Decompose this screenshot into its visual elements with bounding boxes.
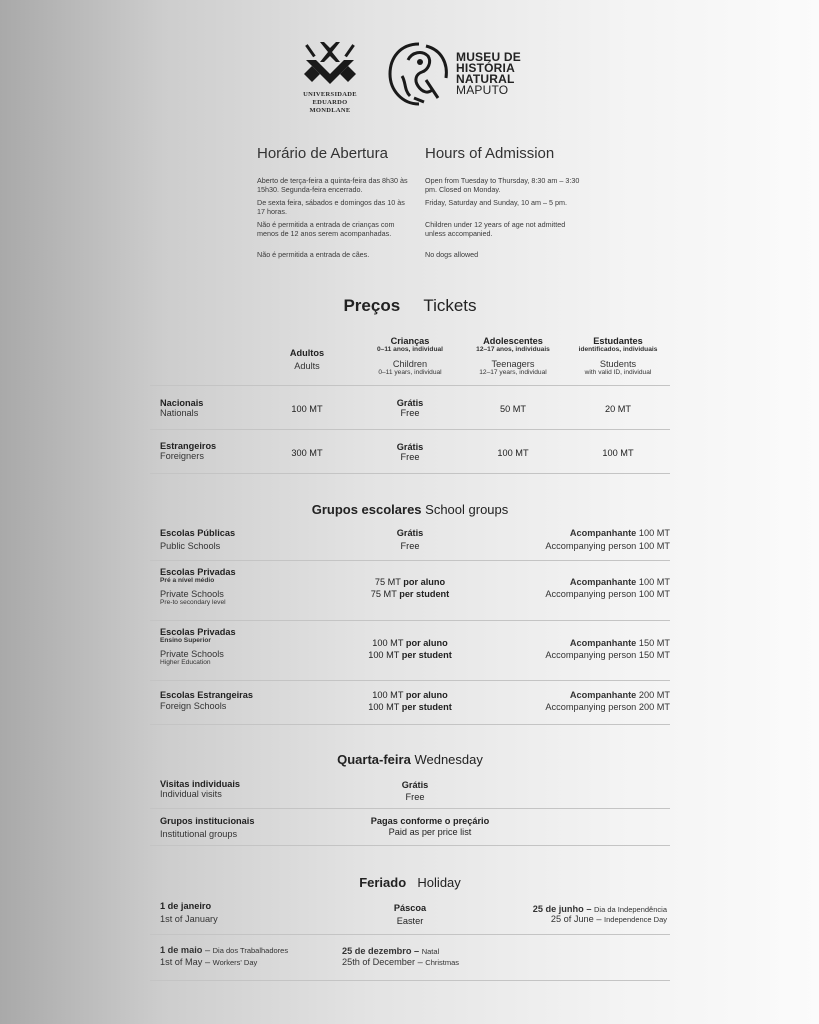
- price-children-pt: Grátis: [396, 398, 424, 408]
- school-price-value-en: 75 MT: [370, 589, 397, 599]
- col-teens-en: Teenagers: [491, 359, 535, 369]
- school-price-value-pt: 100 MT: [372, 690, 404, 700]
- school-price-unit-pt: por aluno: [405, 638, 448, 648]
- holiday-pt: 1 de janeiro: [160, 901, 212, 911]
- acc-en: Accompanying person 100 MT: [545, 541, 670, 551]
- acc-en: Accompanying person 200 MT: [545, 702, 670, 712]
- school-label-pt: Escolas Privadas: [160, 567, 236, 577]
- uem-logo: [302, 40, 358, 114]
- hours-pt-1: Aberto de terça-feira a quinta-feira das 8h30 às 15h30. Segunda-feira encerrado.: [257, 176, 408, 194]
- acc-en: Accompanying person 100 MT: [545, 589, 670, 599]
- row-label-pt: Nacionais: [160, 398, 204, 408]
- wed-label-pt: Grupos institucionais: [160, 816, 255, 826]
- wed-value-en: Paid as per price list: [388, 827, 472, 837]
- price-children-pt: Grátis: [396, 442, 424, 452]
- col-teens-en-sub: 12–17 years, individual: [479, 369, 547, 376]
- holiday-new-year: [160, 901, 218, 924]
- acc-value-pt: 150 MT: [638, 638, 670, 648]
- wed-label-en: Individual visits: [160, 789, 222, 799]
- museum-emblem-icon: [386, 40, 452, 108]
- acc-label-pt: Acompanhante: [569, 690, 637, 700]
- wed-value-pt: Grátis: [401, 780, 429, 790]
- holiday-pt-sub: Natal: [421, 947, 440, 956]
- col-students-en: Students: [599, 359, 637, 369]
- school-groups-title: [150, 502, 670, 517]
- school-price-unit-en: per student: [399, 589, 450, 599]
- acc-value-pt: 100 MT: [638, 528, 670, 538]
- holiday-pt-sub: Dia dos Trabalhadores: [212, 946, 289, 955]
- acc-label-pt: Acompanhante: [569, 577, 637, 587]
- school-price-value-en: 100 MT: [368, 650, 400, 660]
- row-label-en: Nationals: [160, 408, 199, 418]
- wed-value-pt: Pagas conforme o preçário: [370, 816, 490, 826]
- uem-line3: MONDLANE: [309, 107, 351, 114]
- holiday-title-pt: Feriado: [359, 875, 407, 890]
- holiday-christmas: [342, 946, 459, 967]
- col-children-en-sub: 0–11 years, individual: [378, 369, 442, 376]
- dash: –: [204, 945, 211, 955]
- school-price-unit-pt: por aluno: [405, 690, 448, 700]
- school-label-en: Public Schools: [160, 541, 221, 551]
- holiday-en-sub: Christmas: [425, 958, 460, 967]
- dash: –: [414, 946, 420, 956]
- museum-line2: HISTÓRIA: [456, 61, 515, 75]
- col-teens-pt-sub: 12–17 anos, individuais: [476, 346, 550, 353]
- price-children-en: Free: [400, 452, 420, 462]
- col-adults-en: Adults: [294, 361, 320, 371]
- holiday-pt: 25 de junho: [532, 904, 584, 914]
- school-sub-pt: Pré a nível médio: [160, 577, 215, 584]
- table-row: [150, 430, 670, 473]
- holiday-en: 25th of December: [342, 957, 416, 967]
- holiday-title: [150, 875, 670, 890]
- holiday-en: Easter: [396, 916, 424, 926]
- school-price-unit-pt: por aluno: [403, 577, 446, 587]
- holiday-en-sub: Workers' Day: [212, 958, 258, 967]
- divider: [150, 473, 670, 474]
- price-students: 100 MT: [602, 448, 634, 458]
- dash: –: [417, 957, 423, 967]
- row-label-en: Foreigners: [160, 451, 204, 461]
- school-price-unit-en: per student: [401, 702, 452, 712]
- table-row: [150, 809, 670, 845]
- divider: [150, 934, 670, 935]
- school-price-value-pt: 100 MT: [372, 638, 404, 648]
- price-children-en: Free: [400, 408, 420, 418]
- holiday-workers-day: [160, 945, 288, 967]
- school-label-pt: Escolas Estrangeiras: [160, 690, 253, 700]
- holiday-easter: [355, 903, 465, 926]
- holiday-en: 1st of January: [160, 914, 218, 924]
- table-row: [150, 524, 670, 560]
- uem-line2: EDUARDO: [312, 99, 348, 106]
- col-teens-pt: Adolescentes: [483, 336, 543, 346]
- school-groups-title-pt: Grupos escolares: [311, 502, 422, 517]
- holiday-en: 25 of June: [550, 914, 594, 924]
- divider: [150, 845, 670, 846]
- table-row: [150, 386, 670, 429]
- wednesday-title-pt: Quarta-feira: [337, 752, 411, 767]
- col-header-adults: [262, 348, 352, 371]
- acc-label-pt: Acompanhante: [569, 528, 637, 538]
- museum-line4: MAPUTO: [456, 83, 509, 97]
- col-header-students: [562, 336, 674, 376]
- hours-en-1: Open from Tuesday to Thursday, 8:30 am – 3:30 pm. Closed on Monday.: [425, 176, 580, 194]
- col-children-en: Children: [392, 359, 428, 369]
- school-sub-en: Higher Education: [160, 659, 211, 666]
- school-price-pt: Grátis: [396, 528, 424, 538]
- holiday-pt: 1 de maio: [160, 945, 203, 955]
- dash: –: [596, 914, 602, 924]
- acc-value-pt: 200 MT: [638, 690, 670, 700]
- wed-label-pt: Visitas individuais: [160, 779, 240, 789]
- museum-line1: MUSEU DE: [456, 50, 521, 64]
- hours-en-3: Children under 12 years of age not admitted unless accompanied.: [425, 220, 566, 238]
- museum-logo: [386, 40, 526, 110]
- acc-label-pt: Acompanhante: [569, 638, 637, 648]
- school-sub-en: Pre-to secondary level: [160, 599, 226, 606]
- uem-crest-icon: [302, 40, 358, 86]
- hours-pt-4: Não é permitida a entrada de cães.: [257, 250, 370, 259]
- divider: [150, 980, 670, 981]
- divider: [150, 724, 670, 725]
- table-row: [150, 681, 670, 724]
- col-students-en-sub: with valid ID, individual: [584, 369, 652, 376]
- school-sub-pt: Ensino Superior: [160, 637, 211, 644]
- hours-title-en: Hours of Admission: [425, 145, 555, 162]
- hours-en-4: No dogs allowed: [425, 250, 479, 259]
- price-adults: 100 MT: [291, 404, 323, 414]
- museum-line3: NATURAL: [456, 72, 515, 86]
- col-students-pt: Estudantes: [593, 336, 643, 346]
- tickets-title-pt: Preços: [343, 296, 401, 315]
- school-label-pt: Escolas Privadas: [160, 627, 236, 637]
- row-label-pt: Estrangeiros: [160, 441, 217, 451]
- acc-en: Accompanying person 150 MT: [545, 650, 670, 660]
- school-price-en: Free: [400, 541, 420, 551]
- tickets-title: [150, 296, 670, 316]
- holiday-independence: [533, 904, 667, 924]
- holiday-pt: 25 de dezembro: [342, 946, 412, 956]
- price-adults: 300 MT: [291, 448, 323, 458]
- col-students-pt-sub: identificados, individuais: [578, 346, 658, 353]
- hours-en-2: Friday, Saturday and Sunday, 10 am – 5 pm.: [425, 198, 567, 207]
- school-label-pt: Escolas Públicas: [160, 528, 236, 538]
- holiday-pt: Páscoa: [393, 903, 427, 913]
- price-teens: 100 MT: [497, 448, 529, 458]
- school-price-value-pt: 75 MT: [374, 577, 401, 587]
- wed-label-en: Institutional groups: [160, 829, 238, 839]
- tickets-title-en: Tickets: [423, 296, 477, 315]
- table-row: [150, 561, 670, 620]
- holiday-pt-sub: Dia da Independência: [594, 905, 667, 914]
- school-label-en: Private Schools: [160, 649, 224, 659]
- acc-value-pt: 100 MT: [638, 577, 670, 587]
- hours-pt-3: Não é permitida a entrada de crianças com menos de 12 anos serem acompanhadas.: [257, 220, 395, 238]
- col-children-pt-sub: 0–11 anos, individual: [377, 346, 443, 353]
- school-groups-title-en: School groups: [425, 502, 509, 517]
- col-children-pt: Crianças: [390, 336, 430, 346]
- hours-pt-2: De sexta feira, sábados e domingos das 10 às 17 horas.: [257, 198, 405, 216]
- hours-title-pt: Horário de Abertura: [257, 145, 388, 162]
- col-header-teens: [458, 336, 568, 376]
- school-price-value-en: 100 MT: [368, 702, 400, 712]
- holiday-en-sub: Independence Day: [604, 915, 667, 924]
- table-row: [150, 621, 670, 680]
- col-header-children: [355, 336, 465, 376]
- school-label-en: Foreign Schools: [160, 701, 227, 711]
- wed-value-en: Free: [405, 792, 425, 802]
- price-students: 20 MT: [604, 404, 632, 414]
- school-price-unit-en: per student: [401, 650, 452, 660]
- price-teens: 50 MT: [499, 404, 527, 414]
- dash: –: [586, 904, 592, 914]
- wednesday-title: [150, 752, 670, 767]
- wednesday-title-en: Wednesday: [414, 752, 483, 767]
- uem-line1: UNIVERSIDADE: [303, 91, 357, 98]
- col-adults-pt: Adultos: [289, 348, 325, 358]
- table-row: [150, 776, 670, 808]
- dash: –: [204, 957, 211, 967]
- holiday-title-en: Holiday: [417, 875, 461, 890]
- holiday-en: 1st of May: [160, 957, 203, 967]
- school-label-en: Private Schools: [160, 589, 224, 599]
